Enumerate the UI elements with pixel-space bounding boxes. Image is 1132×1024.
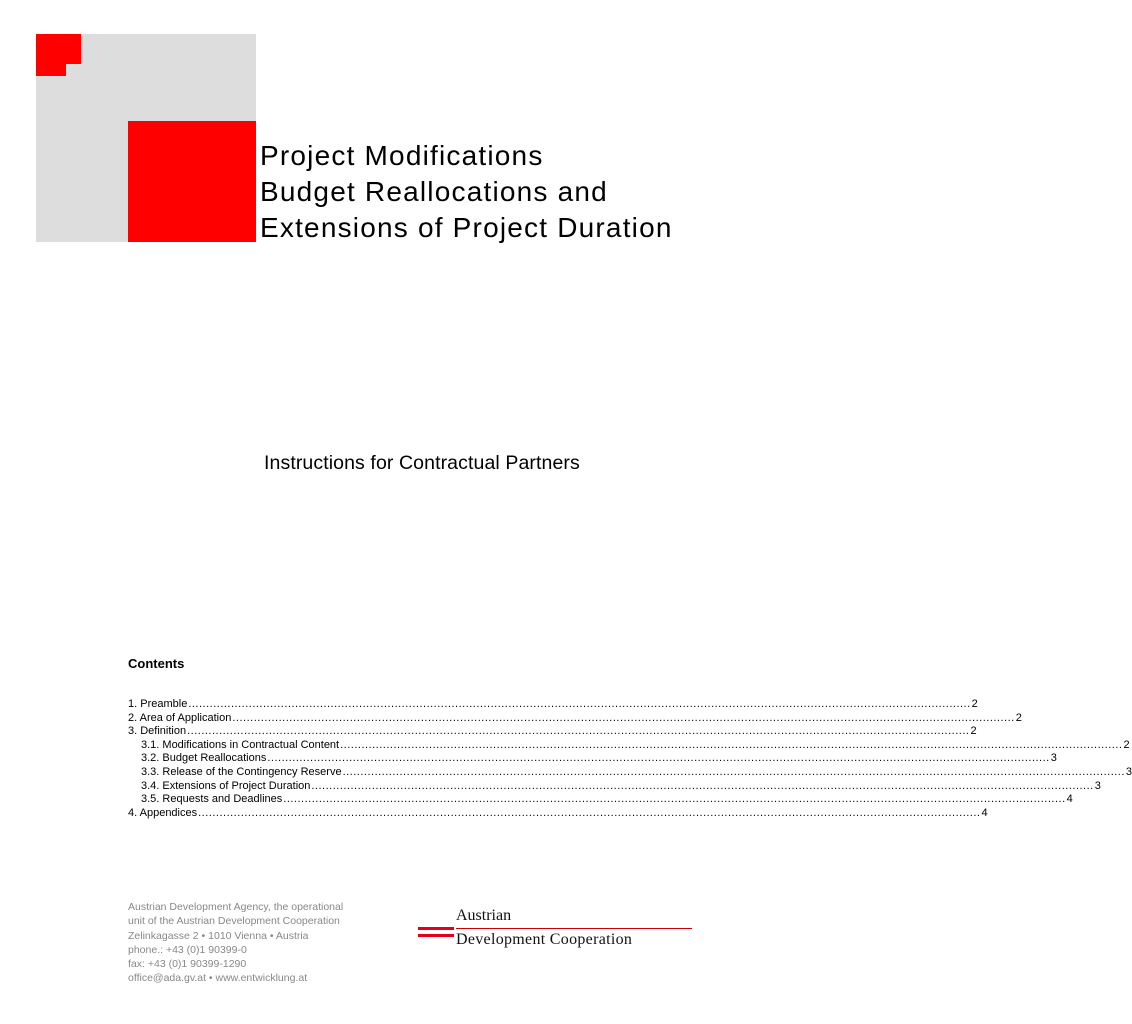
toc-entry[interactable]	[128, 725, 977, 739]
logo-flag-stripe	[418, 927, 454, 930]
toc-entry-label: 3.1. Modifications in Contractual Content	[141, 738, 340, 751]
toc-entry-label: 3.3. Release of the Contingency Reserve	[141, 765, 342, 778]
toc-subentry[interactable]	[128, 752, 1057, 766]
contents-heading: Contents	[128, 656, 185, 671]
address-line: phone.: +43 (0)1 90399-0	[128, 943, 247, 956]
toc-entry-page: 2	[1015, 711, 1022, 724]
logo-text-development-cooperation: Development Cooperation	[456, 931, 633, 948]
toc-leader-dots: ............................................................................................................................................................................................................................	[342, 765, 1125, 778]
toc-leader-dots: ............................................................................................................................................................................................................................	[311, 779, 1094, 792]
toc-entry-page: 3	[1050, 752, 1057, 765]
address-line: Austrian Development Agency, the operational	[128, 901, 344, 913]
toc-entry-label: 3. Definition	[128, 725, 187, 738]
address-line: Zelinkagasse 2 • 1010 Vienna • Austria	[128, 929, 309, 942]
table-of-contents	[128, 698, 1132, 820]
toc-leader-dots: ............................................................................................................................................................................................................................	[340, 738, 1123, 751]
document-title	[260, 138, 760, 246]
toc-entry-page: 4	[1066, 793, 1073, 806]
toc-leader-dots: ............................................................................................................................................................................................................................	[198, 806, 981, 819]
logo-flag-stripe	[418, 934, 454, 937]
logo-text-austrian: Austrian	[456, 907, 512, 924]
toc-entry[interactable]	[128, 711, 1022, 726]
toc-subentry[interactable]	[128, 738, 1130, 753]
address-line: fax: +43 (0)1 90399-1290	[128, 958, 247, 971]
toc-entry-label: 3.5. Requests and Deadlines	[141, 793, 283, 806]
toc-entry-page: 2	[971, 698, 978, 710]
toc-entry-page: 3	[1094, 779, 1101, 792]
address-line: office@ada.gv.at • www.entwicklung.at	[128, 972, 308, 985]
toc-subentry[interactable]	[128, 765, 1132, 780]
toc-entry-label: 4. Appendices	[128, 806, 198, 819]
header-red-square-large	[128, 121, 256, 242]
document-subtitle: Instructions for Contractual Partners	[264, 452, 580, 474]
title-line-3: Extensions of Project Duration	[260, 212, 673, 243]
title-line-2: Budget Reallocations and	[260, 176, 608, 207]
toc-entry-page: 2	[970, 725, 977, 738]
toc-entry[interactable]	[128, 698, 978, 712]
toc-leader-dots: ............................................................................................................................................................................................................................	[267, 752, 1050, 765]
logo-rule	[456, 928, 692, 929]
header-red-square-notch	[66, 64, 81, 76]
toc-entry-label: 3.2. Budget Reallocations	[141, 752, 267, 765]
adc-logo	[418, 905, 692, 955]
toc-entry-page: 4	[981, 806, 988, 819]
toc-entry-label: 2. Area of Application	[128, 711, 232, 724]
toc-leader-dots: ............................................................................................................................................................................................................................	[232, 711, 1015, 724]
footer-address	[128, 900, 343, 986]
toc-entry-label: 1. Preamble	[128, 698, 188, 710]
toc-entry-page: 3	[1125, 765, 1132, 778]
toc-leader-dots: ............................................................................................................................................................................................................................	[283, 793, 1066, 806]
toc-leader-dots: ............................................................................................................................................................................................................................	[187, 725, 970, 738]
title-line-1: Project Modifications	[260, 140, 544, 171]
toc-entry-page: 2	[1123, 738, 1130, 751]
toc-entry[interactable]	[128, 806, 988, 821]
toc-subentry[interactable]	[128, 793, 1073, 807]
toc-subentry[interactable]	[128, 779, 1101, 794]
toc-entry-label: 3.4. Extensions of Project Duration	[141, 779, 311, 792]
address-line: unit of the Austrian Development Cooperation	[128, 915, 340, 928]
toc-leader-dots: ............................................................................................................................................................................................................................	[188, 698, 971, 710]
